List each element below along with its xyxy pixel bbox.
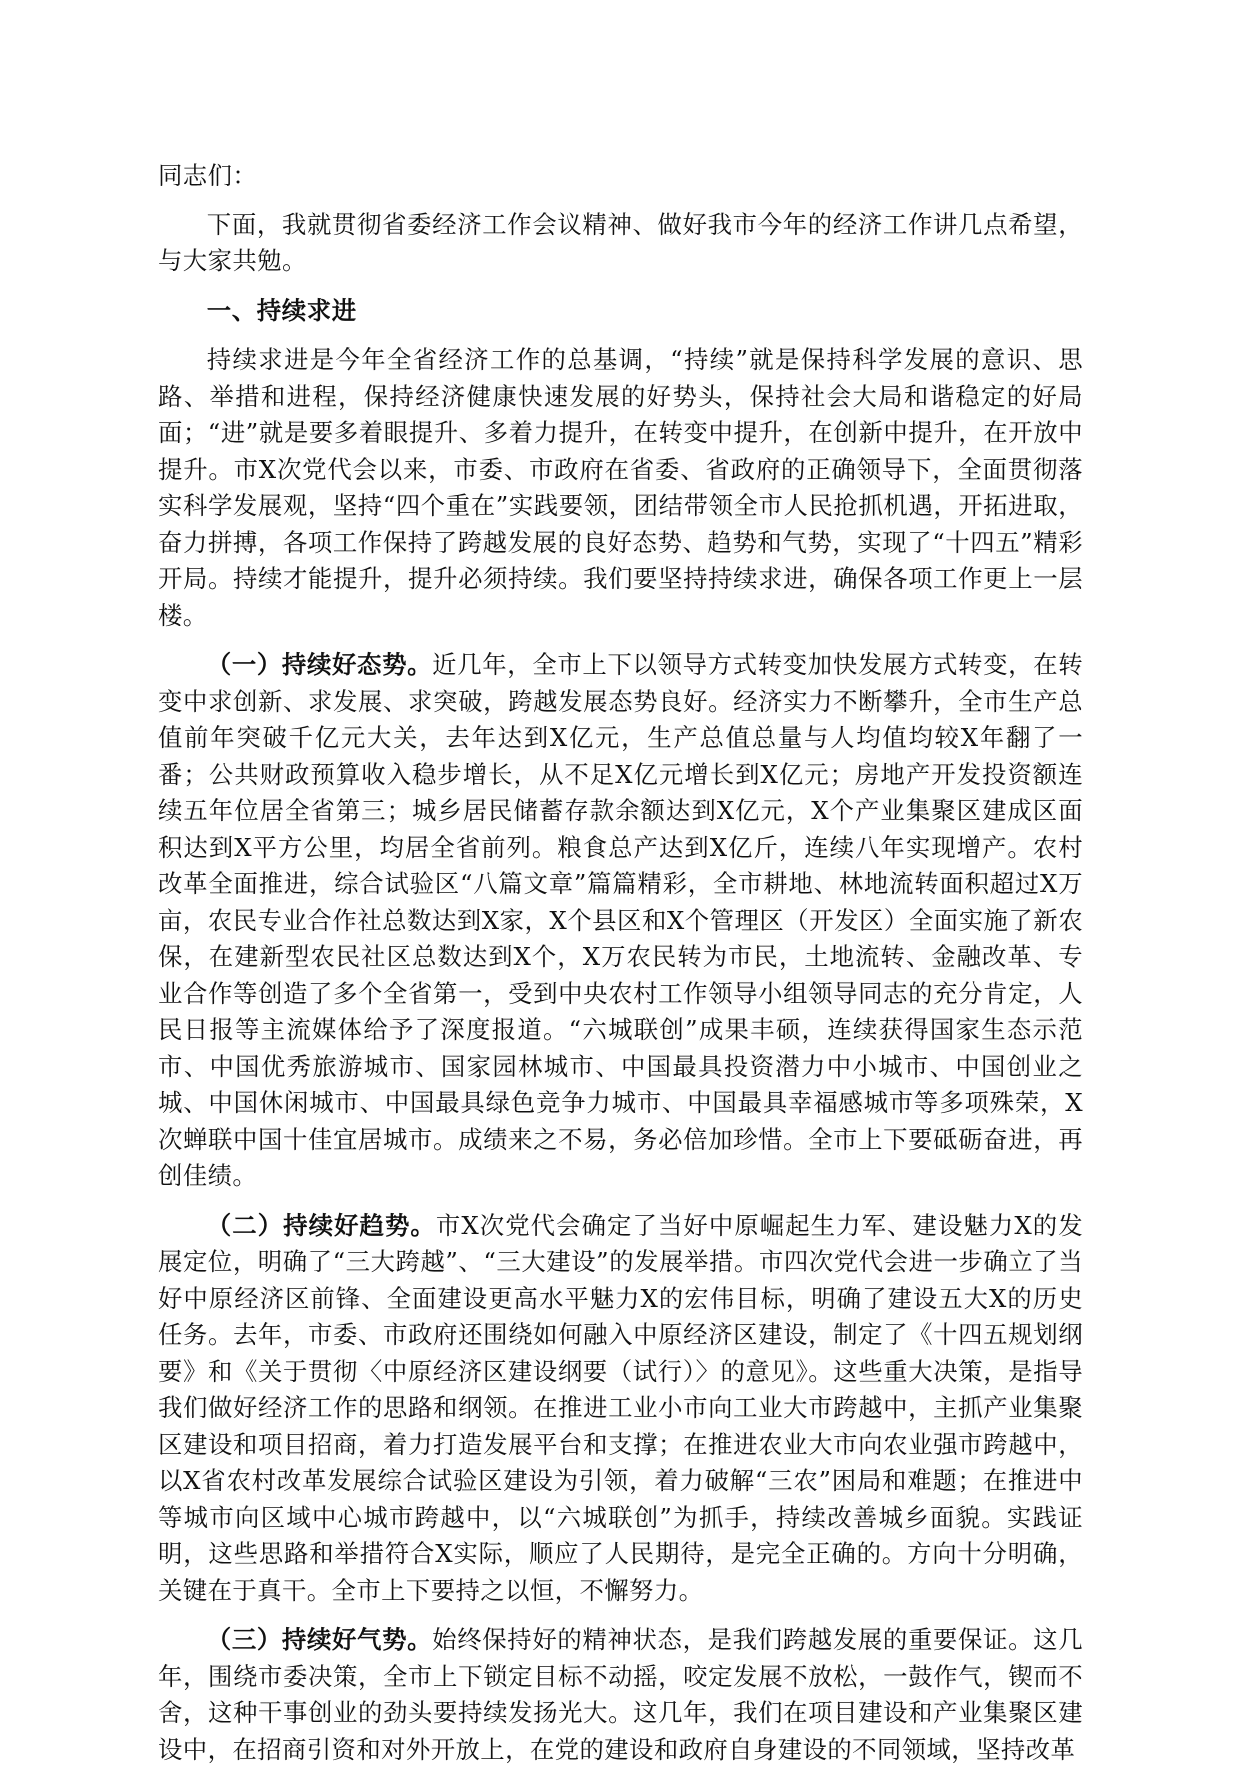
greeting: 同志们： — [158, 161, 258, 190]
subsection-2-paragraph — [158, 1208, 1083, 1610]
section-1-paragraph: 持续求进是今年全省经济工作的总基调，“持续”就是保持科学发展的意识、思路、举措和进程，保持经济健康快速发展的好势头，保持社会大局和谐稳定的好局面；“进”就是要多着眼提升、多着力提升，在转变中提升，在创新中提升，在开放中提升。市Ⅹ次党代会以来，市委、市政府在省委、省政府的正确领导下，全面贯彻落实科学发展观，坚持“四个重在”实践要领，团结带领全市人民抢抓机遇，开拓进取，奋力拼搏，各项工作保持了跨越发展的良好态势、趋势和气势，实现了“十四五”精彩开局。持续才能提升，提升必须持续。我们要坚持持续求进，确保各项工作更上一层楼。 — [158, 345, 1083, 630]
subsection-1-text: 近几年，全市上下以领导方式转变加快发展方式转变，在转变中求创新、求发展、求突破，跨越发展态势良好。经济实力不断攀升，全市生产总值前年突破千亿元大关，去年达到Ⅹ亿元，生产总值总量与人均值均较Ⅹ年翻了一番；公共财政预算收入稳步增长，从不足Ⅹ亿元增长到Ⅹ亿元；房地产开发投资额连续五年位居全省第三；城乡居民储蓄存款余额达到Ⅹ亿元，Ⅹ个产业集聚区建成区面积达到Ⅹ平方公里，均居全省前列。粮食总产达到Ⅹ亿斤，连续八年实现增产。农村改革全面推进，综合试验区“八篇文章”篇篇精彩，全市耕地、林地流转面积超过Ⅹ万亩，农民专业合作社总数达到Ⅹ家，Ⅹ个县区和Ⅹ个管理区（开发区）全面实施了新农保，在建新型农民社区总数达到Ⅹ个，Ⅹ万农民转为市民，土地流转、金融改革、专业合作等创造了多个全省第一，受到中央农村工作领导小组领导同志的充分肯定，人民日报等主流媒体给予了深度报道。“六城联创”成果丰硕，连续获得国家生态示范市、中国优秀旅游城市、国家园林城市、中国最具投资潜力中小城市、中国创业之城、中国休闲城市、中国最具绿色竞争力城市、中国最具幸福感城市等多项殊荣，Ⅹ次蝉联中国十佳宜居城市。成绩来之不易，务必倍加珍惜。全市上下要砥砺奋进，再创佳绩。 — [158, 650, 1083, 1190]
subsection-3-heading: （三）持续好气势。 — [206, 1625, 433, 1654]
subsection-2-text: 市Ⅹ次党代会确定了当好中原崛起生力军、建设魅力Ⅹ的发展定位，明确了“三大跨越”、“三大建设”的发展举措。市四次党代会进一步确立了当好中原经济区前锋、全面建设更高水平魅力Ⅹ的宏伟目标，明确了建设五大Ⅹ的历史任务。去年，市委、市政府还围绕如何融入中原经济区建设，制定了《十四五规划纲要》和《关于贯彻〈中原经济区建设纲要（试行）〉的意见》。这些重大决策，是指导我们做好经济工作的思路和纲领。在推进工业小市向工业大市跨越中，主抓产业集聚区建设和项目招商，着力打造发展平台和支撑；在推进农业大市向农业强市跨越中，以Ⅹ省农村改革发展综合试验区建设为引领，着力破解“三农”困局和难题；在推进中等城市向区域中心城市跨越中，以“六城联创”为抓手，持续改善城乡面貌。实践证明，这些思路和举措符合Ⅹ实际，顺应了人民期待，是完全正确的。方向十分明确，关键在于真干。全市上下要持之以恒，不懈努力。 — [158, 1210, 1083, 1605]
subsection-2-heading: （二）持续好趋势。 — [206, 1210, 436, 1240]
section-heading-1: 一、持续求进 — [206, 295, 357, 325]
subsection-1-heading: （一）持续好态势。 — [206, 650, 433, 679]
intro-paragraph: 下面，我就贯彻省委经济工作会议精神、做好我市今年的经济工作讲几点希望，与大家共勉。 — [158, 209, 1083, 275]
document-body — [158, 158, 1083, 1768]
subsection-3-paragraph — [158, 1622, 1083, 1768]
subsection-1-paragraph — [158, 647, 1083, 1195]
subsection-3-text: 始终保持好的精神状态，是我们跨越发展的重要保证。这几年，围绕市委决策，全市上下锁定目标不动摇，咬定发展不放松，一鼓作气，锲而不舍，这种干事创业的劲头要持续发扬光大。这几年，我们在项目建设和产业集聚区建设中，在招商引资和对外开放上，在党的建设和政府自身建设的不同领域，坚持改革 — [158, 1625, 1083, 1764]
